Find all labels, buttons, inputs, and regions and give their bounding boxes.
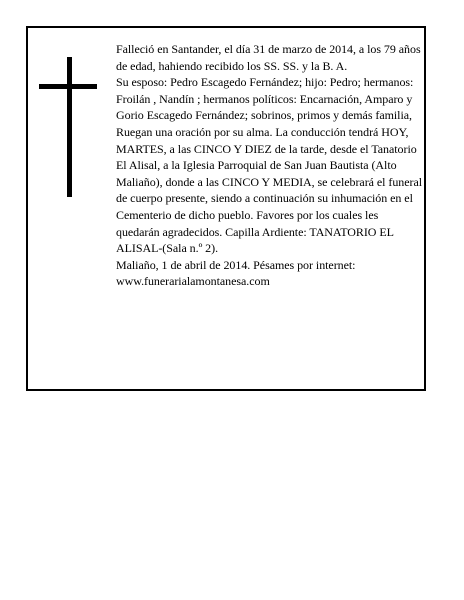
family-paragraph: Su esposo: Pedro Escagedo Fernández; hijo: Pedro; hermanos: Froilán , Nandín ; hermanos políticos: Encarnación, Amparo y Gorio Escagedo Fernández; sobrinos, primos y demás familia, [116, 75, 414, 123]
cross-vertical-bar [67, 57, 72, 197]
death-announcement-paragraph: Falleció en Santander, el día 31 de marzo de 2014, a los 79 años de edad, hahiendo recibido los SS. SS. y la B. A. [116, 42, 421, 73]
place-date-paragraph: Maliaño, 1 de abril de 2014. Pésames por internet: www.funerarialamontanesa.com [116, 257, 356, 289]
cross-horizontal-bar [39, 84, 97, 89]
obituary-notice [26, 26, 426, 391]
funeral-details-paragraph: Ruegan una oración por su alma. La conducción tendrá HOY, MARTES, a las CINCO Y DIEZ de la tarde, desde el Tanatorio El Alisal, a la Iglesia Parroquial de San Juan Bautista (Alto Maliaño), donde a las CINCO Y MEDIA, se celebrará el funeral de cuerpo presente, siendo a continuación su inhumación en el Cementerio de dicho pueblo. Favores por los cuales les quedarán agradecidos. Capilla Ardiente: TANATORIO EL ALISAL-(Sala n.º 2). [116, 124, 423, 256]
obituary-text [116, 41, 424, 290]
